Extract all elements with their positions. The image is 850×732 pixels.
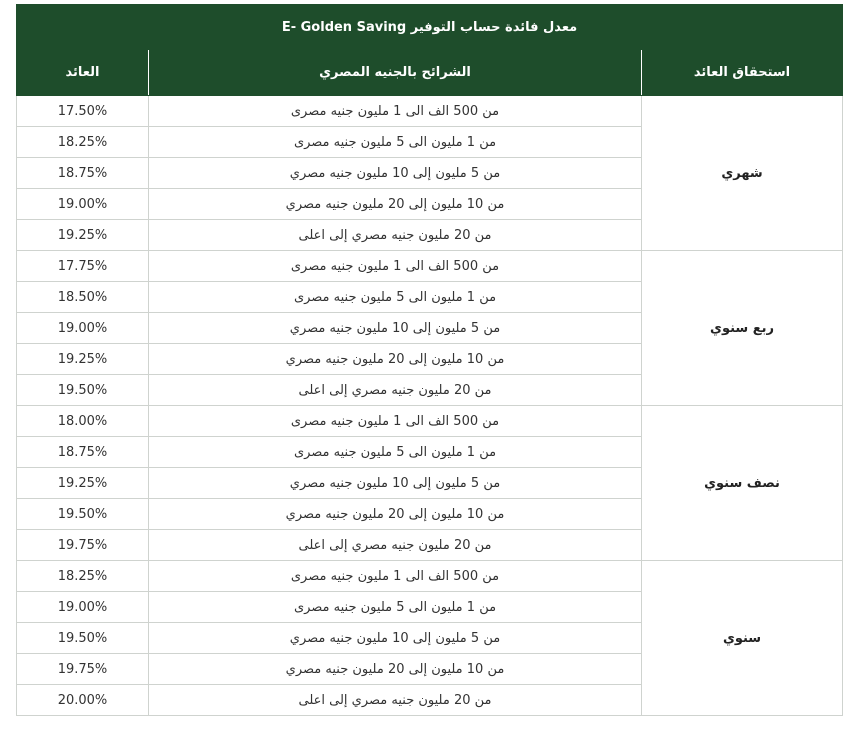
tier-value: من 20 مليون جنيه مصري إلى اعلى (149, 530, 642, 561)
tier-value: من 10 مليون إلى 20 مليون جنيه مصري (149, 344, 642, 375)
table-title-row (17, 5, 843, 50)
rate-value: 19.50% (17, 499, 149, 530)
rate-value: 18.00% (17, 406, 149, 437)
column-header-tier: الشرائح بالجنيه المصري (149, 50, 642, 96)
table-row (17, 96, 843, 127)
rate-value: 18.75% (17, 158, 149, 189)
rate-value: 19.00% (17, 592, 149, 623)
tier-value: من 20 مليون جنيه مصري إلى اعلى (149, 375, 642, 406)
tier-value: من 20 مليون جنيه مصري إلى اعلى (149, 685, 642, 716)
frequency-value: ربع سنوي (642, 251, 843, 406)
table-title: معدل فائدة حساب التوفير E- Golden Saving (17, 5, 843, 50)
rate-value: 18.50% (17, 282, 149, 313)
tier-value: من 5 مليون إلى 10 مليون جنيه مصري (149, 623, 642, 654)
column-header-rate: العائد (17, 50, 149, 96)
tier-value: من 500 الف الى 1 مليون جنيه مصرى (149, 406, 642, 437)
frequency-value: شهري (642, 96, 843, 251)
rate-value: 18.75% (17, 437, 149, 468)
rate-value: 18.25% (17, 561, 149, 592)
tier-value: من 1 مليون الى 5 مليون جنيه مصرى (149, 592, 642, 623)
tier-value: من 10 مليون إلى 20 مليون جنيه مصري (149, 189, 642, 220)
rate-value: 19.00% (17, 189, 149, 220)
tier-value: من 5 مليون إلى 10 مليون جنيه مصري (149, 158, 642, 189)
rate-value: 18.25% (17, 127, 149, 158)
rate-value: 19.25% (17, 468, 149, 499)
savings-rate-table-container (16, 4, 842, 716)
tier-value: من 500 الف الى 1 مليون جنيه مصرى (149, 561, 642, 592)
tier-value: من 5 مليون إلى 10 مليون جنيه مصري (149, 468, 642, 499)
rate-value: 19.75% (17, 530, 149, 561)
rate-value: 19.75% (17, 654, 149, 685)
table-header-row (17, 50, 843, 96)
tier-value: من 10 مليون إلى 20 مليون جنيه مصري (149, 499, 642, 530)
tier-value: من 500 الف الى 1 مليون جنيه مصرى (149, 251, 642, 282)
tier-value: من 1 مليون الى 5 مليون جنيه مصرى (149, 282, 642, 313)
rate-value: 19.00% (17, 313, 149, 344)
tier-value: من 1 مليون الى 5 مليون جنيه مصرى (149, 437, 642, 468)
table-row (17, 251, 843, 282)
rate-value: 19.25% (17, 344, 149, 375)
rate-value: 19.25% (17, 220, 149, 251)
tier-value: من 10 مليون إلى 20 مليون جنيه مصري (149, 654, 642, 685)
frequency-value: سنوي (642, 561, 843, 716)
rate-value: 17.50% (17, 96, 149, 127)
rate-value: 17.75% (17, 251, 149, 282)
rate-value: 19.50% (17, 375, 149, 406)
table-row (17, 406, 843, 437)
frequency-value: نصف سنوي (642, 406, 843, 561)
tier-value: من 20 مليون جنيه مصري إلى اعلى (149, 220, 642, 251)
rate-value: 20.00% (17, 685, 149, 716)
column-header-frequency: استحقاق العائد (642, 50, 843, 96)
table-row (17, 561, 843, 592)
tier-value: من 500 الف الى 1 مليون جنيه مصرى (149, 96, 642, 127)
tier-value: من 5 مليون إلى 10 مليون جنيه مصري (149, 313, 642, 344)
tier-value: من 1 مليون الى 5 مليون جنيه مصرى (149, 127, 642, 158)
rate-value: 19.50% (17, 623, 149, 654)
savings-rate-table (16, 4, 843, 716)
